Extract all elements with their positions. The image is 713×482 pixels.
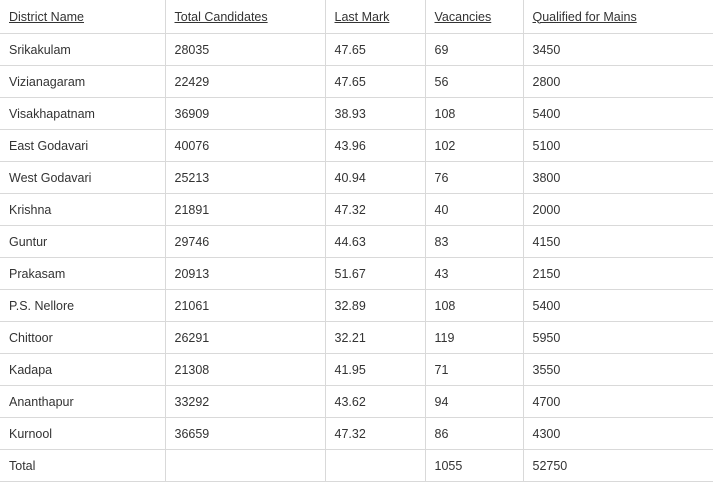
cell-vacancies: 56 <box>425 66 523 98</box>
cell-vacancies: 102 <box>425 130 523 162</box>
cell-total-candidates: 25213 <box>165 162 325 194</box>
table-header <box>0 0 713 34</box>
cell-vacancies: 83 <box>425 226 523 258</box>
cell-vacancies: 86 <box>425 418 523 450</box>
table-row <box>0 98 713 130</box>
table-row <box>0 418 713 450</box>
cell-district-name: Total <box>0 450 165 482</box>
cell-last-mark: 47.32 <box>325 418 425 450</box>
cell-total-candidates: 36659 <box>165 418 325 450</box>
table-row <box>0 258 713 290</box>
column-header-district-name-label: District Name <box>9 9 85 24</box>
cell-last-mark: 43.62 <box>325 386 425 418</box>
cell-last-mark: 47.32 <box>325 194 425 226</box>
cell-total-candidates: 22429 <box>165 66 325 98</box>
table-row <box>0 194 713 226</box>
cell-qualified-for-mains: 5950 <box>523 322 713 354</box>
cell-qualified-for-mains: 3800 <box>523 162 713 194</box>
cell-total-candidates: 21891 <box>165 194 325 226</box>
cell-qualified-for-mains: 4300 <box>523 418 713 450</box>
column-header-qualified-for-mains-label: Qualified for Mains <box>532 9 637 24</box>
cell-last-mark: 40.94 <box>325 162 425 194</box>
table-row <box>0 290 713 322</box>
cell-vacancies: 43 <box>425 258 523 290</box>
cell-qualified-for-mains: 2150 <box>523 258 713 290</box>
cell-last-mark: 47.65 <box>325 66 425 98</box>
column-header-qualified-for-mains <box>523 0 713 34</box>
cell-district-name: Guntur <box>0 226 165 258</box>
cell-qualified-for-mains: 52750 <box>523 450 713 482</box>
cell-district-name: Visakhapatnam <box>0 98 165 130</box>
cell-total-candidates: 29746 <box>165 226 325 258</box>
table-body <box>0 34 713 482</box>
table-row <box>0 34 713 66</box>
cell-vacancies: 119 <box>425 322 523 354</box>
column-header-last-mark <box>325 0 425 34</box>
cell-qualified-for-mains: 5400 <box>523 98 713 130</box>
cell-vacancies: 76 <box>425 162 523 194</box>
cell-last-mark: 38.93 <box>325 98 425 130</box>
cell-qualified-for-mains: 3450 <box>523 34 713 66</box>
cell-qualified-for-mains: 4700 <box>523 386 713 418</box>
column-header-district-name <box>0 0 165 34</box>
cell-district-name: East Godavari <box>0 130 165 162</box>
column-header-total-candidates <box>165 0 325 34</box>
cell-vacancies: 71 <box>425 354 523 386</box>
cell-total-candidates: 21308 <box>165 354 325 386</box>
cell-qualified-for-mains: 4150 <box>523 226 713 258</box>
cell-last-mark: 51.67 <box>325 258 425 290</box>
cell-total-candidates: 20913 <box>165 258 325 290</box>
cell-district-name: Krishna <box>0 194 165 226</box>
cell-qualified-for-mains: 2000 <box>523 194 713 226</box>
cell-district-name: Kadapa <box>0 354 165 386</box>
cell-district-name: Ananthapur <box>0 386 165 418</box>
column-header-total-candidates-label: Total Candidates <box>174 9 268 24</box>
cell-last-mark: 32.89 <box>325 290 425 322</box>
column-header-vacancies-label: Vacancies <box>434 9 492 24</box>
cell-vacancies: 94 <box>425 386 523 418</box>
cell-district-name: Vizianagaram <box>0 66 165 98</box>
cell-total-candidates: 40076 <box>165 130 325 162</box>
cell-total-candidates: 26291 <box>165 322 325 354</box>
cell-last-mark: 44.63 <box>325 226 425 258</box>
cell-district-name: Prakasam <box>0 258 165 290</box>
cell-vacancies: 108 <box>425 98 523 130</box>
cell-district-name: West Godavari <box>0 162 165 194</box>
cell-district-name: Kurnool <box>0 418 165 450</box>
table-row <box>0 162 713 194</box>
table-row <box>0 386 713 418</box>
column-header-vacancies <box>425 0 523 34</box>
table-row <box>0 226 713 258</box>
column-header-last-mark-label: Last Mark <box>334 9 390 24</box>
cell-total-candidates: 36909 <box>165 98 325 130</box>
cell-vacancies: 69 <box>425 34 523 66</box>
cell-last-mark: 41.95 <box>325 354 425 386</box>
table-row <box>0 130 713 162</box>
cell-qualified-for-mains: 2800 <box>523 66 713 98</box>
table-row <box>0 66 713 98</box>
cell-qualified-for-mains: 5400 <box>523 290 713 322</box>
table-row <box>0 322 713 354</box>
cell-district-name: Chittoor <box>0 322 165 354</box>
cell-vacancies: 108 <box>425 290 523 322</box>
cell-district-name: Srikakulam <box>0 34 165 66</box>
cell-last-mark: 32.21 <box>325 322 425 354</box>
cell-total-candidates: 28035 <box>165 34 325 66</box>
cell-vacancies: 1055 <box>425 450 523 482</box>
cell-qualified-for-mains: 5100 <box>523 130 713 162</box>
cell-district-name: P.S. Nellore <box>0 290 165 322</box>
cell-total-candidates: 33292 <box>165 386 325 418</box>
table-header-row <box>0 0 713 34</box>
cell-last-mark: 47.65 <box>325 34 425 66</box>
cell-qualified-for-mains: 3550 <box>523 354 713 386</box>
cell-vacancies: 40 <box>425 194 523 226</box>
table-row <box>0 354 713 386</box>
cell-total-candidates: 21061 <box>165 290 325 322</box>
cell-last-mark: 43.96 <box>325 130 425 162</box>
